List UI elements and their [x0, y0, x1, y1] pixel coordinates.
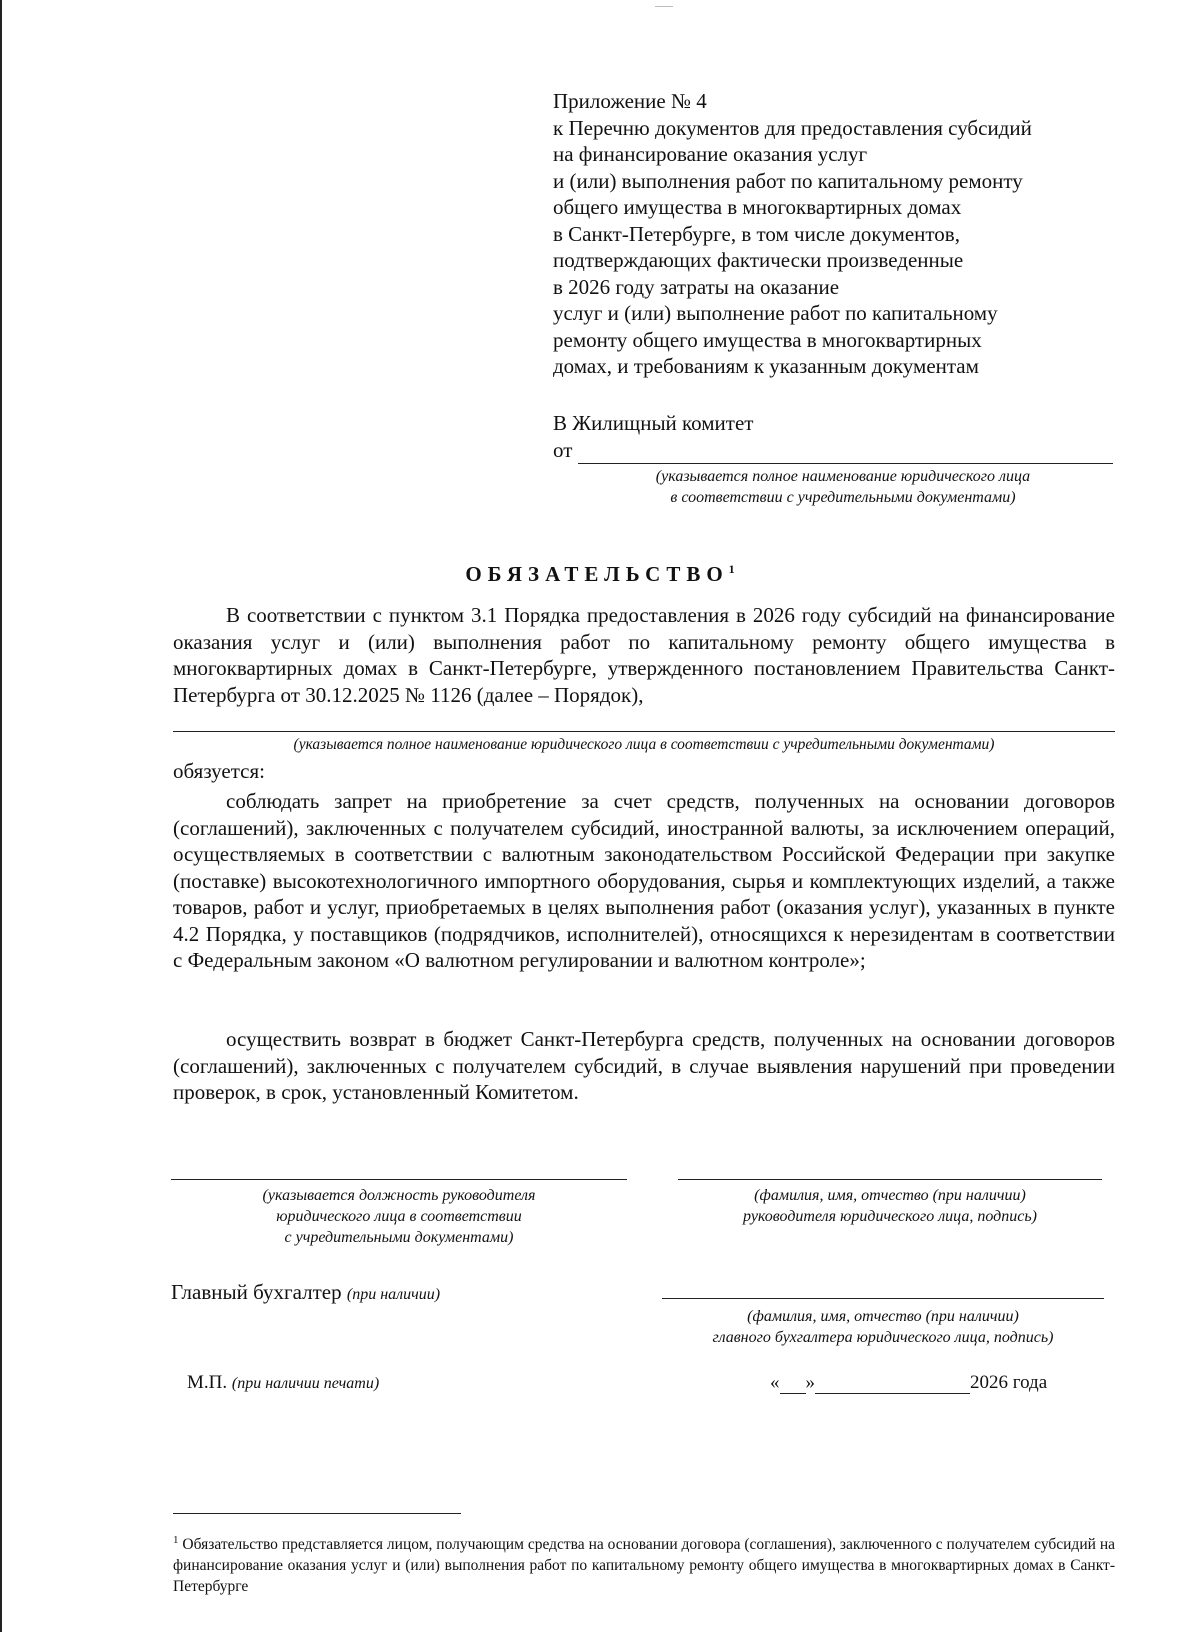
date-day-field[interactable] — [780, 1375, 806, 1394]
head-name-hint — [678, 1185, 1102, 1227]
addressee-from-field[interactable] — [578, 443, 1113, 464]
chief-accountant-note: (при наличии) — [346, 1286, 441, 1303]
accountant-signature-line[interactable] — [662, 1298, 1104, 1299]
entity-hint: (указывается полное наименование юридического лица в соответствии с учредительными документами) — [293, 736, 995, 753]
appendix-line: общего имущества в многоквартирных домах — [553, 195, 962, 219]
appendix-line: в 2026 году затраты на оказание — [553, 274, 840, 299]
date-month-field[interactable] — [815, 1375, 970, 1394]
entity-name-line[interactable] — [173, 731, 1115, 732]
chief-accountant-row — [171, 1280, 440, 1305]
date-row — [770, 1372, 1047, 1394]
footnote-separator — [173, 1513, 461, 1514]
accountant-name-hint — [662, 1306, 1104, 1348]
chief-accountant-label: Главный бухгалтер — [171, 1280, 342, 1304]
addressee-hint-line: (указывается полное наименование юридического лица — [655, 468, 1031, 485]
accountant-name-hint-line: главного бухгалтера юридического лица, подпись) — [712, 1329, 1054, 1346]
obligation-item-2: осуществить возврат в бюджет Санкт-Петербурга средств, полученных на основании договоров (соглашений), заключенных с получателем субсидий, в случае выявления нарушений при проведении проверок, в срок, установленный Комитетом. — [173, 1027, 1115, 1104]
addressee-hint-line: в соответствии с учредительными документами) — [670, 489, 1016, 506]
appendix-line: на финансирование оказания услуг — [553, 142, 868, 166]
addressee-block — [553, 410, 1113, 508]
date-close-quote: » — [805, 1372, 815, 1393]
document-title-text: ОБЯЗАТЕЛЬСТВО — [465, 562, 729, 586]
appendix-line: услуг и (или) выполнение работ по капитальному — [553, 301, 998, 325]
obligation-item-1: соблюдать запрет на приобретение за счет средств, полученных на основании договоров (соглашений), заключенных с получателем субсидий, иностранной валюты, за исключением операций, осуществляемых в соответствии с валютным законодательством Российской Федерации при закупке (поставке) высокотехнологичного импортного оборудования, сырья и комплектующих изделий, а также товаров, работ и услуг, приобретаемых в целях выполнения работ (оказания услуг), указанных в пункте 4.2 Порядка, у поставщиков (подрядчиков, исполнителей), относящихся к нерезидентам в соответствии с Федеральным законом «О валютном регулировании и валютном контроле»; — [173, 789, 1115, 972]
scan-left-edge — [0, 0, 2, 1632]
date-open-quote: « — [770, 1372, 780, 1393]
intro-paragraph: В соответствии с пунктом 3.1 Порядка предоставления в 2026 году субсидий на финансирование оказания услуг и (или) выполнения работ по капитальному ремонту общего имущества в многоквартирных домах в Санкт-Петербурге, утвержденного постановлением Правительства Санкт-Петербурга от 30.12.2025 № 1126 (далее – Порядок), — [173, 603, 1115, 707]
head-name-hint-line: (фамилия, имя, отчество (при наличии) — [754, 1187, 1026, 1204]
position-hint-line: с учредительными документами) — [284, 1229, 514, 1246]
addressee-from-label: от — [553, 438, 573, 462]
footnote-text: Обязательство представляется лицом, получающим средства на основании договора (соглашения), заключенного с получателем субсидий на финансирование оказания услуг и (или) выполнения работ по капитальному ремонту общего имущества в многоквартирных домах в Санкт-Петербурге — [173, 1536, 1116, 1596]
appendix-line: и (или) выполнения работ по капитальному ремонту — [553, 168, 1023, 193]
position-hint — [171, 1185, 627, 1248]
date-year: 2026 года — [970, 1372, 1048, 1393]
appendix-line: Приложение № 4 — [553, 89, 707, 113]
addressee-to: В Жилищный комитет — [553, 411, 754, 435]
footnote — [173, 1530, 1115, 1597]
appendix-line: подтверждающих фактически произведенные — [553, 248, 964, 272]
title-footnote-mark: 1 — [728, 562, 735, 576]
document-title — [0, 562, 1200, 587]
footnote-mark: 1 — [173, 1534, 179, 1546]
scan-top-mark — [655, 6, 673, 7]
seal-label: М.П. — [187, 1372, 228, 1393]
seal-note: (при наличии печати) — [231, 1375, 380, 1392]
appendix-header — [553, 88, 1153, 380]
appendix-line: домах, и требованиям к указанным документам — [553, 354, 979, 378]
head-name-signature-line[interactable] — [678, 1179, 1102, 1180]
seal-row — [187, 1372, 379, 1394]
position-hint-line: (указывается должность руководителя — [262, 1187, 536, 1204]
appendix-line: ремонту общего имущества в многоквартирных — [553, 327, 982, 352]
head-name-hint-line: руководителя юридического лица, подпись) — [743, 1208, 1037, 1225]
appendix-line: в Санкт-Петербурге, в том числе документов, — [553, 221, 960, 246]
accountant-name-hint-line: (фамилия, имя, отчество (при наличии) — [747, 1308, 1019, 1325]
obligates-label: обязуется: — [173, 759, 265, 783]
addressee-hint — [553, 466, 1113, 508]
position-hint-line: юридического лица в соответствии — [276, 1208, 522, 1225]
appendix-line: к Перечню документов для предоставления субсидий — [553, 115, 1032, 140]
position-signature-line[interactable] — [171, 1179, 627, 1180]
addressee-from-row — [553, 437, 1113, 464]
